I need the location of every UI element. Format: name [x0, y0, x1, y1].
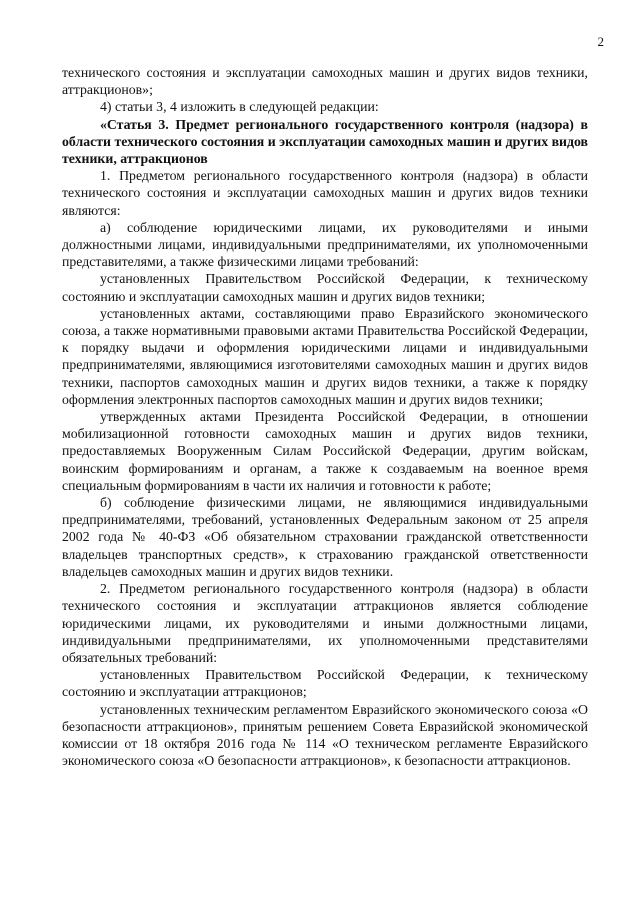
- paragraph: установленных Правительством Российской Федерации, к техническому состоянию и эксплуатации аттракционов;: [62, 667, 588, 700]
- paragraph: утвержденных актами Президента Российской Федерации, в отношении мобилизационной готовности самоходных машин и других видов техники, предоставляемых Вооруженным Силам Российской Федерации, другим войскам, воинским формированиям и органам, а также к создаваемым на военное время специальным формированиям в части их наличия и готовности к работе;: [62, 409, 588, 493]
- paragraph: установленных актами, составляющими право Евразийского экономического союза, а также нормативными правовыми актами Правительства Российской Федерации, к порядку выдачи и оформления юридическими лицами и индивидуальными предпринимателями, являющимися изготовителями самоходных машин и других видов техники, паспортов самоходных машин и других видов техники, а также к порядку оформления электронных паспортов самоходных машин и других видов техники;: [62, 305, 588, 407]
- paragraph: 4) статьи 3, 4 изложить в следующей редакции:: [100, 99, 379, 115]
- paragraph: установленных Правительством Российской Федерации, к техническому состоянию и эксплуатации самоходных машин и других видов техники;: [62, 271, 588, 304]
- document-body: [62, 64, 588, 769]
- paragraph: технического состояния и эксплуатации самоходных машин и других видов техники, аттракционов»;: [62, 65, 588, 98]
- paragraph: а) соблюдение юридическими лицами, их руководителями и иными должностными лицами, индивидуальными предпринимателями, их уполномоченными представителями, а также физическими лицами требований:: [62, 219, 588, 270]
- paragraph: 2. Предметом регионального государственного контроля (надзора) в области технического состояния и эксплуатации аттракционов является соблюдение юридическими лицами, их руководителями и иными должностными лицами, индивидуальными предпринимателями, их уполномоченными представителями обязательных требований:: [62, 581, 588, 665]
- paragraph: б) соблюдение физическими лицами, не являющимися индивидуальными предпринимателями, требований, установленных Федеральным законом от 25 апреля 2002 года № 40-ФЗ «Об обязательном страховании гражданской ответственности владельцев транспортных средств», к страхованию гражданской ответственности владельцев самоходных машин и других видов техники.: [62, 495, 588, 579]
- paragraph: 1. Предметом регионального государственного контроля (надзора) в области технического состояния и эксплуатации самоходных машин и других видов техники являются:: [62, 168, 588, 218]
- paragraph: установленных техническим регламентом Евразийского экономического союза «О безопасности аттракционов», принятым решением Совета Евразийской экономической комиссии от 18 октября 2016 года № 114 «О техническом регламенте Евразийского экономического союза «О безопасности аттракционов», к безопасности аттракционов.: [62, 701, 588, 769]
- article-heading: «Статья 3. Предмет регионального государственного контроля (надзора) в области технического состояния и эксплуатации самоходных машин и других видов техники, аттракционов: [62, 116, 588, 167]
- page-number: 2: [597, 34, 604, 49]
